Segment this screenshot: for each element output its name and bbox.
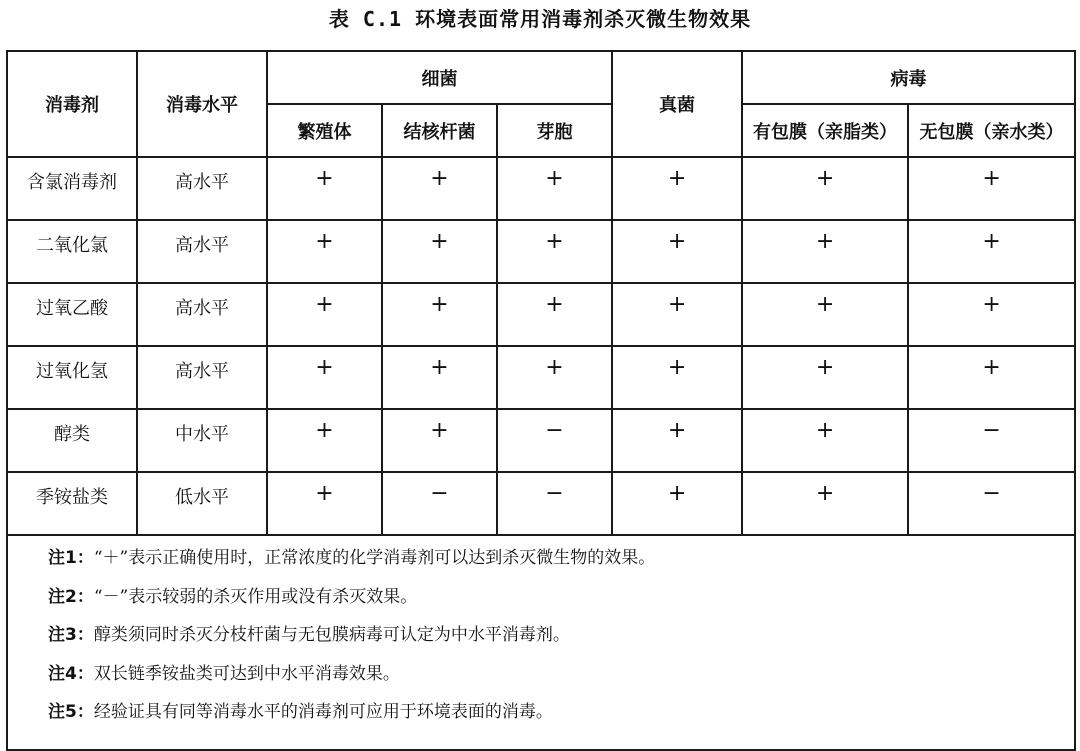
enveloped-cell: + [742,157,908,220]
disinfection-level: 低水平 [137,472,267,535]
vegetative-cell: + [267,472,382,535]
notes-row [7,535,1075,750]
fungi-cell: + [612,409,742,472]
note-line [48,662,1074,701]
nonenveloped-cell: + [908,157,1075,220]
vegetative-cell: + [267,220,382,283]
note-line [48,700,1074,739]
vegetative-cell: + [267,346,382,409]
nonenveloped-cell: + [908,220,1075,283]
disinfection-level: 高水平 [137,157,267,220]
enveloped-cell: + [742,409,908,472]
note-text: 醇类须同时杀灭分枝杆菌与无包膜病毒可认定为中水平消毒剂。 [93,625,570,646]
fungi-cell: + [612,472,742,535]
disinfectant-table [6,50,1076,751]
notes-cell [7,535,1075,750]
nonenveloped-cell: + [908,283,1075,346]
note-label: 注1： [48,548,94,568]
fungi-cell: + [612,283,742,346]
header-level: 消毒水平 [137,51,267,157]
note-label: 注5： [48,702,94,723]
nonenveloped-cell: − [908,409,1075,472]
spore-cell: − [497,409,612,472]
note-text: 经验证具有同等消毒水平的消毒剂可应用于环境表面的消毒。 [93,702,553,723]
disinfectant-name: 过氧乙酸 [7,283,137,346]
disinfection-level: 高水平 [137,220,267,283]
header-virus: 病毒 [742,51,1075,104]
enveloped-cell: + [742,283,908,346]
tubercle-cell: + [382,409,497,472]
tubercle-cell: + [382,220,497,283]
nonenveloped-cell: + [908,346,1075,409]
header-disinfectant: 消毒剂 [7,51,137,157]
disinfectant-name: 含氯消毒剂 [7,157,137,220]
disinfection-level: 高水平 [137,283,267,346]
nonenveloped-cell: − [908,472,1075,535]
header-bacteria: 细菌 [267,51,612,104]
spore-cell: + [497,157,612,220]
tubercle-cell: − [382,472,497,535]
header-nonenveloped: 无包膜（亲水类） [908,104,1075,157]
table-row [7,283,1075,346]
table-title: 表 C.1 环境表面常用消毒剂杀灭微生物效果 [328,7,752,31]
note-text: “＋”表示正确使用时，正常浓度的化学消毒剂可以达到杀灭微生物的效果。 [93,548,656,568]
disinfection-level: 高水平 [137,346,267,409]
note-line [48,585,1074,624]
spore-cell: + [497,283,612,346]
note-label: 注2： [48,586,94,607]
disinfection-level: 中水平 [137,409,267,472]
header-spore: 芽胞 [497,104,612,157]
note-line [48,546,1074,585]
table-row [7,472,1075,535]
tubercle-cell: + [382,346,497,409]
note-text: “－”表示较弱的杀灭作用或没有杀灭效果。 [93,586,418,607]
enveloped-cell: + [742,472,908,535]
vegetative-cell: + [267,409,382,472]
header-vegetative: 繁殖体 [267,104,382,157]
disinfectant-name: 二氧化氯 [7,220,137,283]
table-row [7,220,1075,283]
note-label: 注3： [48,625,94,646]
disinfectant-name: 过氧化氢 [7,346,137,409]
fungi-cell: + [612,220,742,283]
vegetative-cell: + [267,157,382,220]
note-label: 注4： [48,663,94,684]
table-row [7,409,1075,472]
spore-cell: − [497,472,612,535]
fungi-cell: + [612,346,742,409]
header-tubercle: 结核杆菌 [382,104,497,157]
tubercle-cell: + [382,283,497,346]
note-text: 双长链季铵盐类可达到中水平消毒效果。 [93,663,400,684]
disinfectant-name: 醇类 [7,409,137,472]
header-fungi: 真菌 [612,51,742,157]
table-row [7,157,1075,220]
enveloped-cell: + [742,346,908,409]
fungi-cell: + [612,157,742,220]
disinfectant-name: 季铵盐类 [7,472,137,535]
spore-cell: + [497,346,612,409]
header-enveloped: 有包膜（亲脂类） [742,104,908,157]
tubercle-cell: + [382,157,497,220]
vegetative-cell: + [267,283,382,346]
enveloped-cell: + [742,220,908,283]
note-line [48,623,1074,662]
table-row [7,346,1075,409]
spore-cell: + [497,220,612,283]
